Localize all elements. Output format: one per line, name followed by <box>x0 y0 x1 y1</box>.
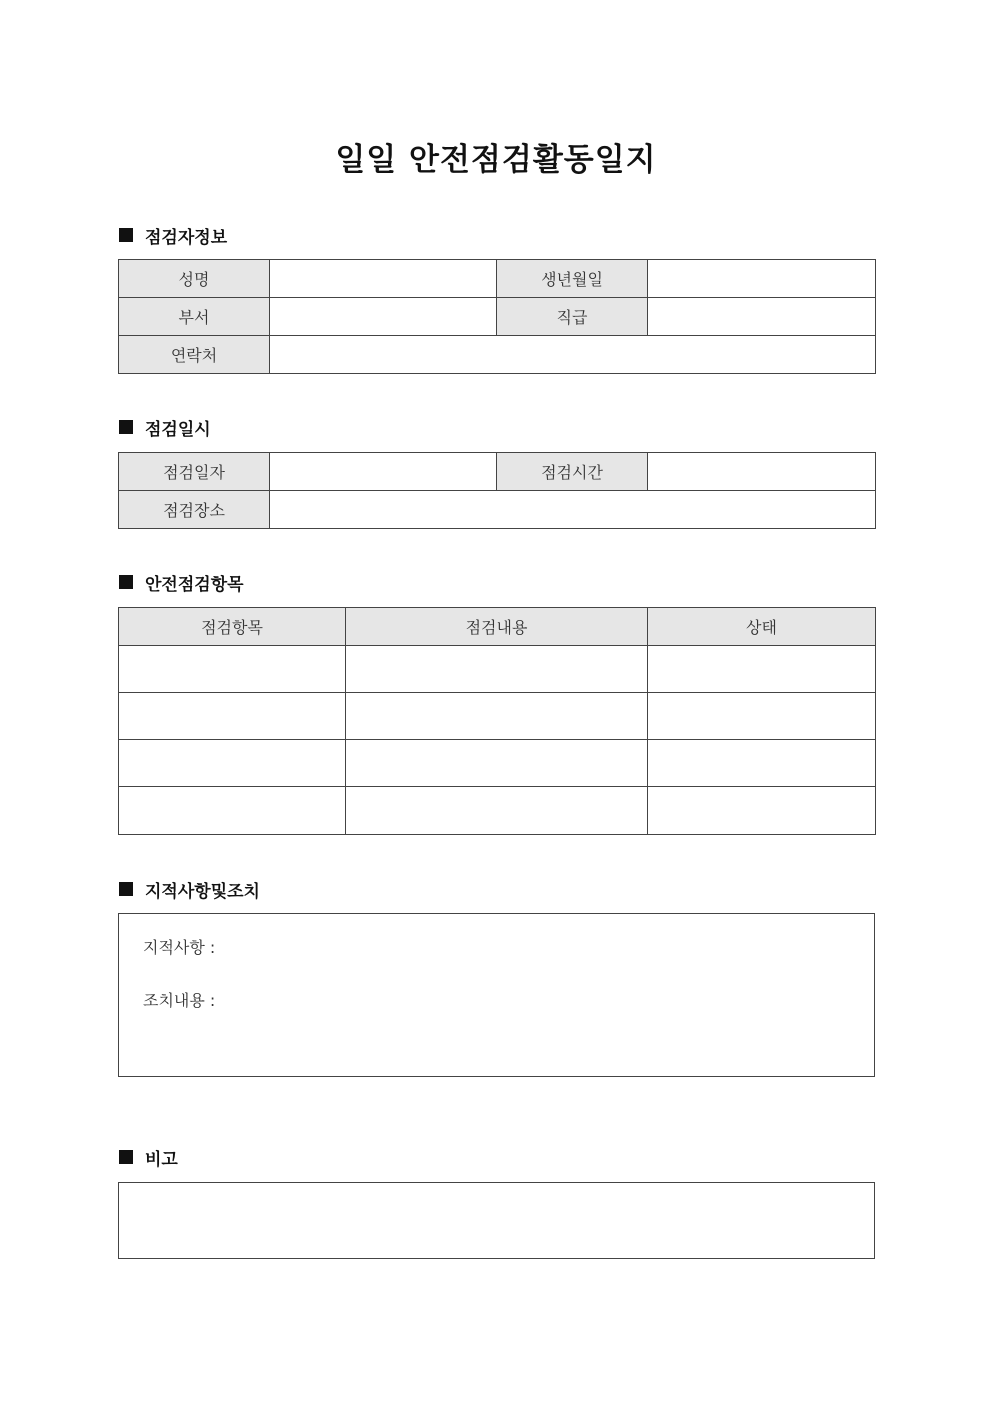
datetime-table <box>118 452 876 529</box>
inspection-place-field[interactable] <box>270 491 876 529</box>
table-row <box>119 787 876 835</box>
item-cell[interactable] <box>119 740 346 787</box>
square-bullet-icon <box>119 575 133 589</box>
inspection-date-field[interactable] <box>270 453 497 491</box>
contact-label: 연락처 <box>119 336 270 374</box>
column-header-status: 상태 <box>648 608 876 646</box>
table-row <box>119 693 876 740</box>
column-header-content: 점검내용 <box>346 608 648 646</box>
table-header-row <box>119 608 876 646</box>
birthdate-label: 생년월일 <box>497 260 648 298</box>
name-label: 성명 <box>119 260 270 298</box>
action-label: 조치내용 : <box>143 991 216 1010</box>
inspection-place-label: 점검장소 <box>119 491 270 529</box>
remarks-box[interactable] <box>118 1182 875 1259</box>
table-row <box>119 491 876 529</box>
document-title: 일일 안전점검활동일지 <box>335 142 657 178</box>
section-heading-remarks <box>119 1145 178 1169</box>
items-table <box>118 607 876 835</box>
column-header-item: 점검항목 <box>119 608 346 646</box>
content-cell[interactable] <box>346 646 648 693</box>
content-cell[interactable] <box>346 787 648 835</box>
table-row <box>119 298 876 336</box>
inspector-table <box>118 259 876 374</box>
table-row <box>119 646 876 693</box>
section-title: 점검일시 <box>145 419 211 440</box>
birthdate-field[interactable] <box>648 260 876 298</box>
section-heading-inspector <box>119 223 227 247</box>
status-cell[interactable] <box>648 787 876 835</box>
inspection-time-field[interactable] <box>648 453 876 491</box>
table-row <box>119 453 876 491</box>
square-bullet-icon <box>119 420 133 434</box>
table-row <box>119 336 876 374</box>
item-cell[interactable] <box>119 693 346 740</box>
section-title: 지적사항및조치 <box>145 881 260 902</box>
findings-box[interactable] <box>118 913 875 1077</box>
section-title: 안전점검항목 <box>145 574 244 595</box>
contact-field[interactable] <box>270 336 876 374</box>
table-row <box>119 260 876 298</box>
table-row <box>119 740 876 787</box>
section-title: 점검자정보 <box>145 227 228 248</box>
section-heading-datetime <box>119 415 211 439</box>
content-cell[interactable] <box>346 693 648 740</box>
rank-field[interactable] <box>648 298 876 336</box>
issue-label: 지적사항 : <box>143 938 216 957</box>
inspection-date-label: 점검일자 <box>119 453 270 491</box>
status-cell[interactable] <box>648 740 876 787</box>
item-cell[interactable] <box>119 787 346 835</box>
square-bullet-icon <box>119 1150 133 1164</box>
department-label: 부서 <box>119 298 270 336</box>
status-cell[interactable] <box>648 693 876 740</box>
item-cell[interactable] <box>119 646 346 693</box>
name-field[interactable] <box>270 260 497 298</box>
square-bullet-icon <box>119 228 133 242</box>
content-cell[interactable] <box>346 740 648 787</box>
department-field[interactable] <box>270 298 497 336</box>
section-title: 비고 <box>145 1149 178 1170</box>
section-heading-items <box>119 570 244 594</box>
section-heading-findings <box>119 877 260 901</box>
inspection-time-label: 점검시간 <box>497 453 648 491</box>
rank-label: 직급 <box>497 298 648 336</box>
status-cell[interactable] <box>648 646 876 693</box>
square-bullet-icon <box>119 882 133 896</box>
